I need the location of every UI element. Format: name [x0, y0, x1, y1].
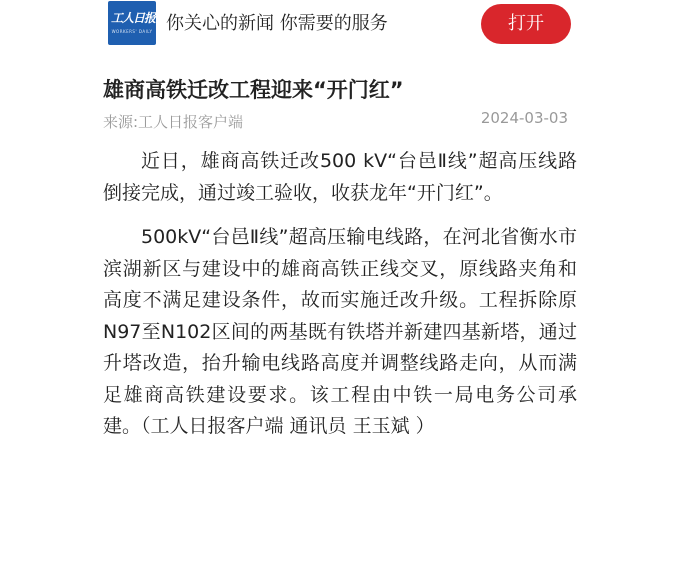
article-source: 来源:工人日报客户端 [103, 113, 244, 131]
logo-subtext: WORKERS' DAILY [111, 29, 153, 34]
workers-daily-logo[interactable] [108, 1, 156, 45]
article-paragraph: 近日，雄商高铁迁改500 kV“台邑Ⅱ线”超高压线路倒接完成，通过竣工验收，收获龙年“开门红”。 [103, 150, 577, 204]
banner-slogan: 你关心的新闻 你需要的服务 [166, 13, 388, 34]
article-title: 雄商高铁迁改工程迎来“开门红” [103, 78, 404, 102]
logo-text: 工人日报 [111, 11, 156, 25]
article-body [103, 146, 577, 456]
article-date: 2024-03-03 [480, 109, 568, 127]
article-paragraph: 500kV“台邑Ⅱ线”超高压输电线路，在河北省衡水市滨湖新区与建设中的雄商高铁正线交叉，原线路夹角和高度不满足建设条件，故而实施迁改升级。工程拆除原N97至N102区间的两基既有铁塔并新建四基新塔，通过升塔改造，抬升输电线路高度并调整线路走向，从而满足雄商高铁建设要求。该工程由中铁一局电务公司承建。（工人日报客户端 通讯员 王玉斌 ） [103, 226, 577, 437]
open-app-button[interactable]: 打开 [481, 4, 571, 44]
app-download-banner [0, 0, 692, 50]
